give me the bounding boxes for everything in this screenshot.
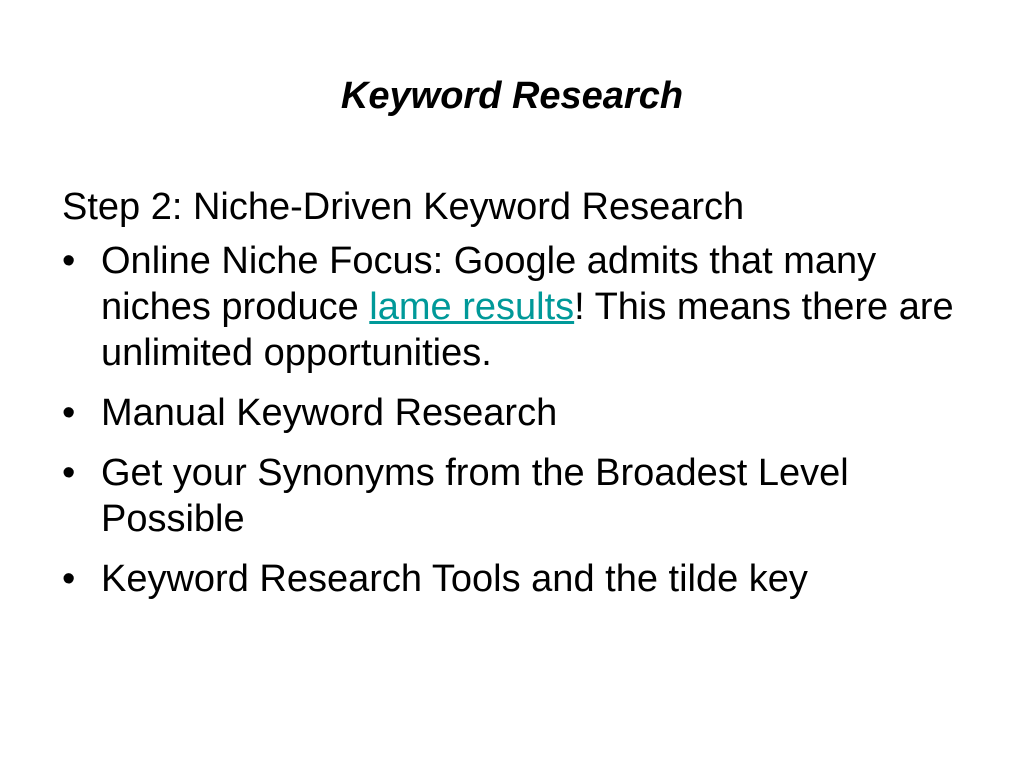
bullet-text-start: Online Niche Focus: Google admits that many niches produce <box>101 240 877 328</box>
bullet-text: Manual Keyword Research <box>101 392 558 434</box>
bullet-item <box>62 390 962 436</box>
bullet-text: Keyword Research Tools and the tilde key <box>101 558 808 600</box>
bullet-icon: • <box>62 392 76 434</box>
bullet-icon: • <box>62 240 76 282</box>
bullet-text: Get your Synonyms from the Broadest Level Possible <box>101 452 849 540</box>
bullet-text-end: ! This means there are unlimited opportunities. <box>101 286 954 374</box>
bullet-item <box>62 556 962 602</box>
lame-results-link[interactable]: lame results <box>369 286 575 328</box>
slide-body <box>62 184 962 616</box>
subheading: Step 2: Niche-Driven Keyword Research <box>62 186 745 228</box>
slide-title: Keyword Research <box>340 75 684 117</box>
bullet-item <box>62 238 962 376</box>
bullet-icon: • <box>62 558 76 600</box>
bullet-icon: • <box>62 452 76 494</box>
bullet-item <box>62 450 962 542</box>
bullet-list <box>62 238 962 602</box>
